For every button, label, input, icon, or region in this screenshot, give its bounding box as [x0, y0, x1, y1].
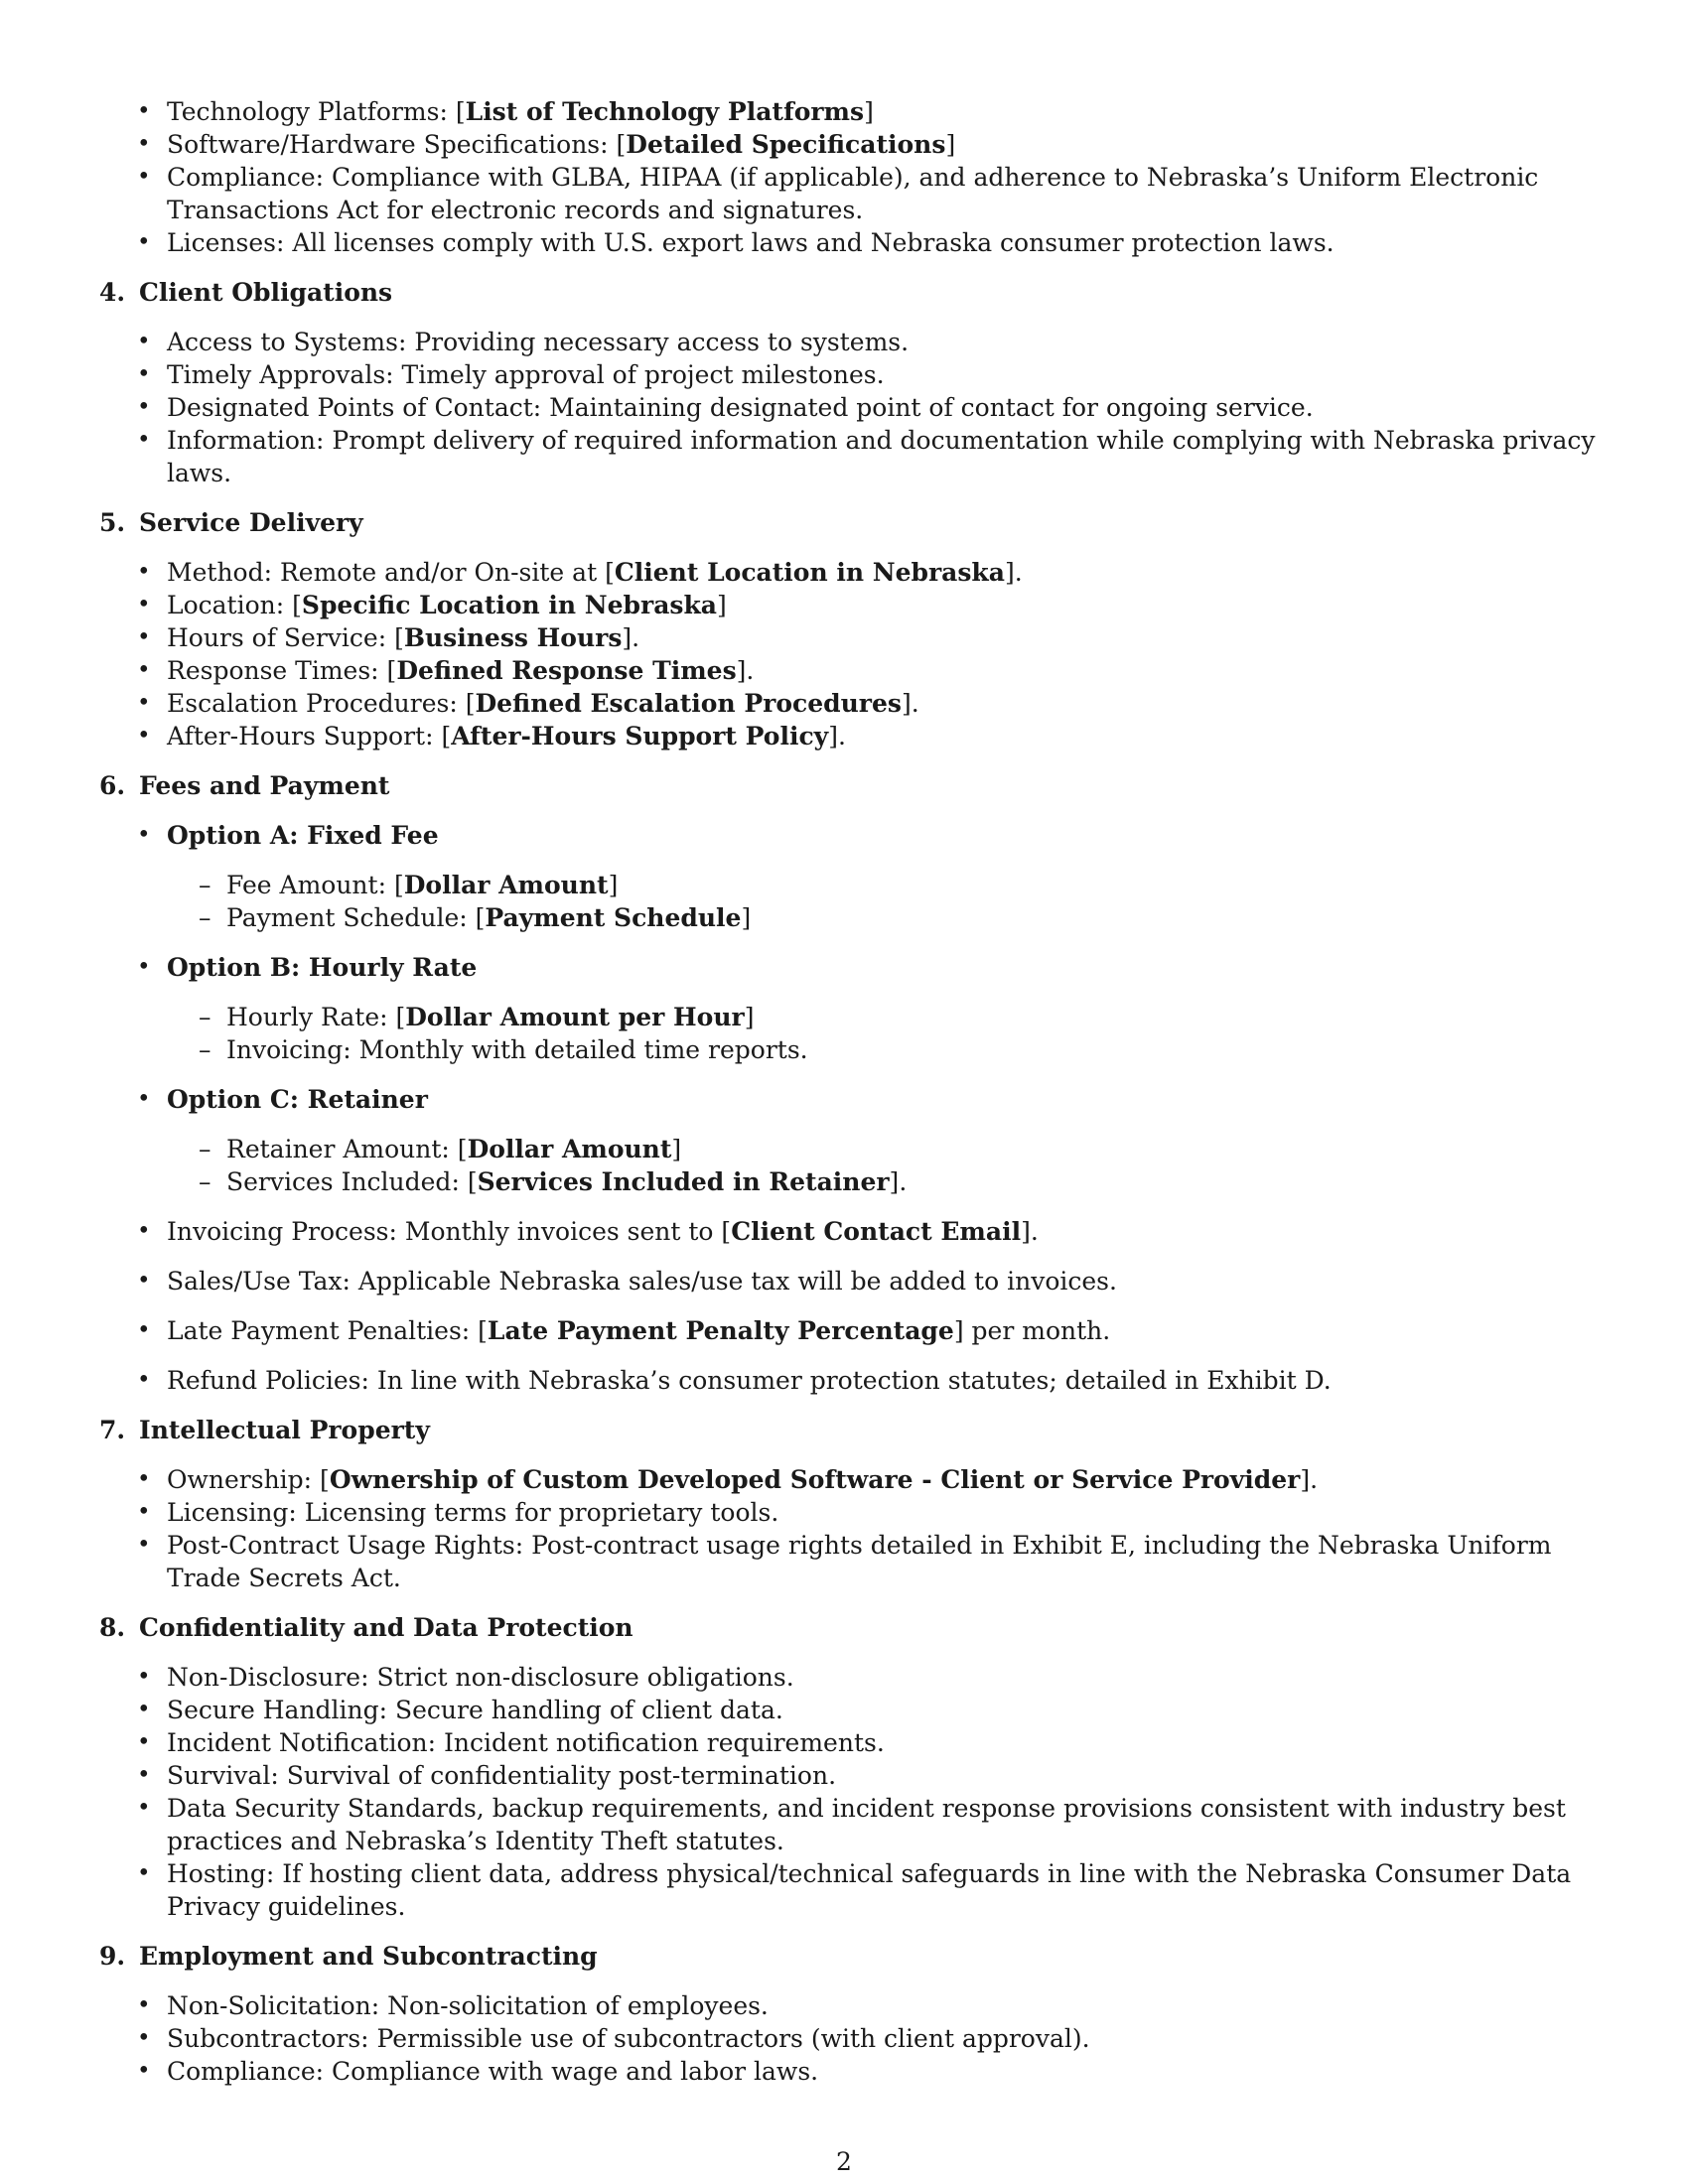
list-item: • After-Hours Support: [After-Hours Support Policy].: [99, 720, 1601, 752]
list-item: • Licenses: All licenses comply with U.S. export laws and Nebraska consumer protection laws.: [99, 226, 1601, 259]
list-item: • Method: Remote and/or On-site at [Client Location in Nebraska].: [99, 556, 1601, 589]
list-item: • Secure Handling: Secure handling of client data.: [99, 1694, 1601, 1726]
list-item: • Subcontractors: Permissible use of subcontractors (with client approval).: [99, 2022, 1601, 2055]
list-item: • Hosting: If hosting client data, address physical/technical safeguards in line with the Nebraska Consumer Data Privacy guidelines.: [99, 1857, 1601, 1923]
section-intellectual-property: [99, 1414, 1601, 1594]
section-heading: 4. Client Obligations: [99, 278, 393, 307]
section-3-continued-list: [99, 95, 1601, 259]
list-item: • Information: Prompt delivery of required information and documentation while complying with Nebraska privacy laws.: [99, 424, 1601, 489]
option-title: Option B: Hourly Rate: [167, 953, 478, 982]
list-item: • Licensing: Licensing terms for proprietary tools.: [99, 1496, 1601, 1529]
page-number: 2: [836, 2147, 852, 2176]
list-item: • Designated Points of Contact: Maintaining designated point of contact for ongoing service.: [99, 391, 1601, 424]
sub-list-item: – Payment Schedule: [Payment Schedule]: [167, 901, 1601, 934]
list-item: • Survival: Survival of confidentiality post-termination.: [99, 1759, 1601, 1792]
list-item: • Incident Notification: Incident notification requirements.: [99, 1726, 1601, 1759]
option-b: [99, 951, 1601, 1066]
placeholder-technology-platforms: List of Technology Platforms: [465, 97, 865, 126]
document-page: [99, 95, 1601, 2088]
sub-list-item: – Services Included: [Services Included in Retainer].: [167, 1165, 1601, 1198]
list-item: • Timely Approvals: Timely approval of project milestones.: [99, 358, 1601, 391]
section-service-delivery: [99, 506, 1601, 752]
section-fees-and-payment: [99, 769, 1601, 1397]
section-confidentiality: [99, 1611, 1601, 1923]
list-item: • Access to Systems: Providing necessary access to systems.: [99, 326, 1601, 358]
list-item: • Data Security Standards, backup requirements, and incident response provisions consistent with industry best practices and Nebraska’s Identity Theft statutes.: [99, 1792, 1601, 1857]
list-item: • Escalation Procedures: [Defined Escalation Procedures].: [99, 687, 1601, 720]
section-employment: [99, 1940, 1601, 2088]
list-item-refund: • Refund Policies: In line with Nebraska’s consumer protection statutes; detailed in Exhibit D.: [99, 1364, 1601, 1397]
list-item: • Ownership: [Ownership of Custom Developed Software - Client or Service Provider].: [99, 1463, 1601, 1496]
list-item: • Post-Contract Usage Rights: Post-contract usage rights detailed in Exhibit E, including the Nebraska Uniform Trade Secrets Act.: [99, 1529, 1601, 1594]
list-item-invoicing: • Invoicing Process: Monthly invoices sent to [Client Contact Email].: [99, 1215, 1601, 1248]
option-a: [99, 819, 1601, 934]
section-heading: 9. Employment and Subcontracting: [99, 1942, 598, 1971]
list-item-late-payment: • Late Payment Penalties: [Late Payment Penalty Percentage] per month.: [99, 1314, 1601, 1347]
list-item: • Software/Hardware Specifications: [Detailed Specifications]: [99, 128, 1601, 161]
sub-list-item: – Fee Amount: [Dollar Amount]: [167, 869, 1601, 901]
list-item-tax: • Sales/Use Tax: Applicable Nebraska sales/use tax will be added to invoices.: [99, 1265, 1601, 1297]
list-item: • Compliance: Compliance with GLBA, HIPAA (if applicable), and adherence to Nebraska’s Uniform Electronic Transactions Act for electronic records and signatures.: [99, 161, 1601, 226]
option-c: [99, 1083, 1601, 1198]
placeholder-detailed-specifications: Detailed Specifications: [626, 130, 946, 159]
section-heading: 7. Intellectual Property: [99, 1416, 430, 1444]
option-title: Option C: Retainer: [167, 1085, 428, 1114]
section-heading: 5. Service Delivery: [99, 508, 363, 537]
section-client-obligations: [99, 276, 1601, 489]
list-item: • Non-Disclosure: Strict non-disclosure obligations.: [99, 1661, 1601, 1694]
list-item: • Technology Platforms: [List of Technology Platforms]: [99, 95, 1601, 128]
list-item: • Hours of Service: [Business Hours].: [99, 621, 1601, 654]
list-item: • Compliance: Compliance with wage and labor laws.: [99, 2055, 1601, 2088]
list-item: • Response Times: [Defined Response Times].: [99, 654, 1601, 687]
list-item: • Non-Solicitation: Non-solicitation of employees.: [99, 1989, 1601, 2022]
sub-list-item: – Retainer Amount: [Dollar Amount]: [167, 1133, 1601, 1165]
sub-list-item: – Hourly Rate: [Dollar Amount per Hour]: [167, 1001, 1601, 1033]
sub-list-item: – Invoicing: Monthly with detailed time reports.: [167, 1033, 1601, 1066]
list-item: • Location: [Specific Location in Nebraska]: [99, 589, 1601, 621]
option-title: Option A: Fixed Fee: [167, 821, 439, 850]
section-heading: 8. Confidentiality and Data Protection: [99, 1613, 633, 1642]
section-heading: 6. Fees and Payment: [99, 771, 390, 800]
